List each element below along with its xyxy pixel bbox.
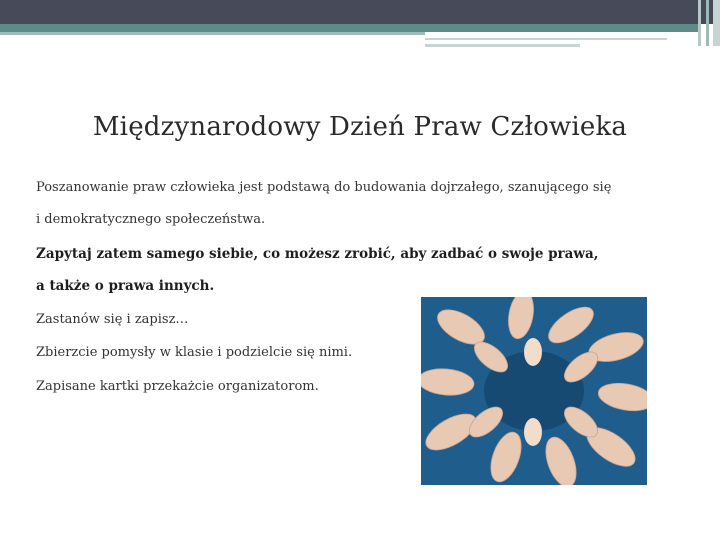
hands-circle-illustration [421, 297, 647, 485]
paragraph-1-line-1: Poszanowanie praw człowieka jest podstawą do budowania dojrzałego, szanującego się [36, 180, 612, 195]
paragraph-1-line-2: i demokratycznego społeczeństwa. [36, 212, 266, 227]
paragraph-3: Zastanów się i zapisz… [36, 312, 189, 327]
right-edge-stripe-3 [713, 0, 720, 46]
top-teal-bar [0, 24, 700, 32]
paragraph-5: Zapisane kartki przekażcie organizatorom. [36, 379, 319, 394]
right-edge-stripe-2 [706, 0, 709, 46]
paragraph-4: Zbierzcie pomysły w klasie i podzielcie się nimi. [36, 345, 353, 360]
slide-title: Międzynarodowy Dzień Praw Człowieka [92, 112, 628, 142]
decor-line-a [425, 38, 667, 40]
decor-line-b [425, 44, 580, 47]
hands-circle-photo [421, 297, 647, 485]
right-edge-stripe-1 [698, 0, 701, 46]
top-dark-bar [0, 0, 720, 24]
top-teal-accent [0, 32, 425, 35]
paragraph-2-line-2: a także o prawa innych. [36, 278, 215, 294]
paragraph-2-line-1: Zapytaj zatem samego siebie, co możesz zrobić, aby zadbać o swoje prawa, [36, 246, 599, 262]
